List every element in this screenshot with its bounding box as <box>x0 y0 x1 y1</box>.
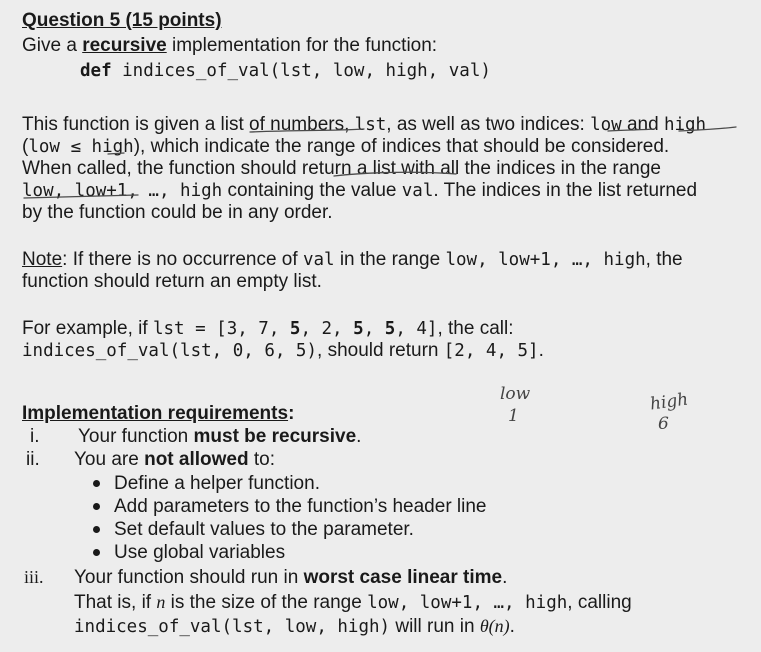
text: . <box>356 426 362 447</box>
def-keyword: def <box>80 61 112 81</box>
code-high: high <box>663 115 707 135</box>
requirement-item-3 <box>24 566 507 589</box>
code-list-part: , <box>363 319 385 339</box>
example-line2 <box>22 340 544 362</box>
code-call: indices_of_val(lst, 0, 6, 5) <box>22 341 318 361</box>
code-bold-five: 5 <box>384 319 396 339</box>
text: , should return <box>317 340 444 361</box>
math-theta-n: θ(n) <box>479 616 510 636</box>
signature-text: indices_of_val(lst, low, high, val) <box>111 61 491 81</box>
text: and <box>621 114 664 135</box>
text: Your function <box>78 426 194 447</box>
return-a-list-text: return a list <box>301 158 396 179</box>
requirements-heading-text: Implementation requirements <box>22 403 289 424</box>
text: That is, if <box>74 592 157 613</box>
handwritten-high: high <box>648 389 690 415</box>
code-call: indices_of_val(lst, low, high) <box>74 617 391 637</box>
requirement-item-1 <box>24 426 361 448</box>
text: ), which indicate the range of indices that should be considered. <box>133 136 670 157</box>
code-low: low <box>590 115 622 135</box>
intro-line <box>22 35 437 57</box>
list-of-numbers-text: list of numbers <box>220 114 345 135</box>
code-list-part: , 4] <box>395 319 438 339</box>
requirement-item-3-line3 <box>74 615 515 638</box>
code-list-part: lst = [3, 7, <box>152 319 290 339</box>
bullet-item <box>93 542 285 564</box>
bold-text: must be recursive <box>193 426 357 447</box>
text: is the size of the range <box>165 592 368 613</box>
bullet-icon <box>93 480 100 487</box>
text: , calling <box>567 592 632 613</box>
bold-text: worst case linear time <box>303 567 503 588</box>
bullet-item <box>93 496 487 518</box>
bullet-icon <box>93 526 100 533</box>
handwritten-low: low <box>500 384 531 404</box>
intro-text: Give a <box>22 35 83 56</box>
note-label: Note <box>22 249 63 270</box>
text: containing the value <box>222 180 402 201</box>
math-n: n <box>156 592 166 612</box>
code-bold-five: 5 <box>289 319 301 339</box>
text: . <box>502 567 508 588</box>
item-number: i. <box>30 426 40 447</box>
code-range: low, low+1, …, high <box>445 250 646 270</box>
para1-line1 <box>22 114 706 136</box>
text: When called, the function should <box>22 158 302 179</box>
bullet-text: Set default values to the parameter. <box>114 519 414 540</box>
bullet-icon <box>93 549 100 556</box>
text: You are <box>74 449 145 470</box>
text: . <box>538 340 544 361</box>
note-line1 <box>22 249 683 271</box>
colon: : <box>288 403 295 424</box>
handwritten-low-index: 1 <box>508 406 519 426</box>
text: , <box>344 114 355 135</box>
question-title: Question 5 (15 points) <box>22 10 222 31</box>
para1-line3 <box>22 158 661 180</box>
para1-line5: by the function could be in any order. <box>22 202 333 223</box>
text: For example, if <box>22 318 153 339</box>
text: in the range <box>334 249 446 270</box>
para1-line4 <box>22 180 697 202</box>
text: This function is given a <box>22 114 221 135</box>
code-list-part: , 2, <box>300 319 354 339</box>
text: will run in <box>390 616 480 637</box>
item-number: ii. <box>26 449 40 470</box>
text: , as well as two indices: <box>386 114 591 135</box>
code-val: val <box>401 181 434 201</box>
text: . <box>509 616 515 637</box>
para1-line2 <box>22 136 669 158</box>
handwritten-high-index: 6 <box>658 414 669 434</box>
example-line1 <box>22 318 514 340</box>
code-low-le-high: low ≤ high <box>28 137 134 157</box>
bullet-item <box>93 519 414 541</box>
requirement-item-2 <box>24 449 275 471</box>
code-range: low, low+1, …, high <box>22 181 223 201</box>
code-result: [2, 4, 5] <box>443 341 539 361</box>
function-signature <box>80 60 491 82</box>
text: : If there is no occurrence of <box>62 249 303 270</box>
bullet-text: Add parameters to the function’s header line <box>114 496 487 517</box>
text: , the call: <box>437 318 514 339</box>
intro-text-end: implementation for the function: <box>166 35 438 56</box>
bold-text: not allowed <box>144 449 249 470</box>
code-bold-five: 5 <box>353 319 364 339</box>
recursive-emphasis: recursive <box>82 35 167 56</box>
text: Your function should run in <box>74 567 304 588</box>
code-val: val <box>302 250 335 270</box>
bullet-icon <box>93 503 100 510</box>
note-line2: function should return an empty list. <box>22 271 322 292</box>
bullet-item <box>93 473 320 495</box>
bullet-text: Use global variables <box>114 542 286 563</box>
text: ( <box>22 136 29 157</box>
requirement-item-3-line2 <box>74 591 632 614</box>
text: . The indices in the list returned <box>433 180 698 201</box>
code-range: low, low+1, …, high <box>367 593 568 613</box>
text: to: <box>248 449 275 470</box>
code-lst: lst <box>354 115 387 135</box>
item-number: iii. <box>24 567 44 587</box>
bullet-text: Define a helper function. <box>114 473 320 494</box>
text: with all the indices in the range <box>395 158 661 179</box>
text: , the <box>645 249 683 270</box>
requirements-heading <box>22 403 294 425</box>
